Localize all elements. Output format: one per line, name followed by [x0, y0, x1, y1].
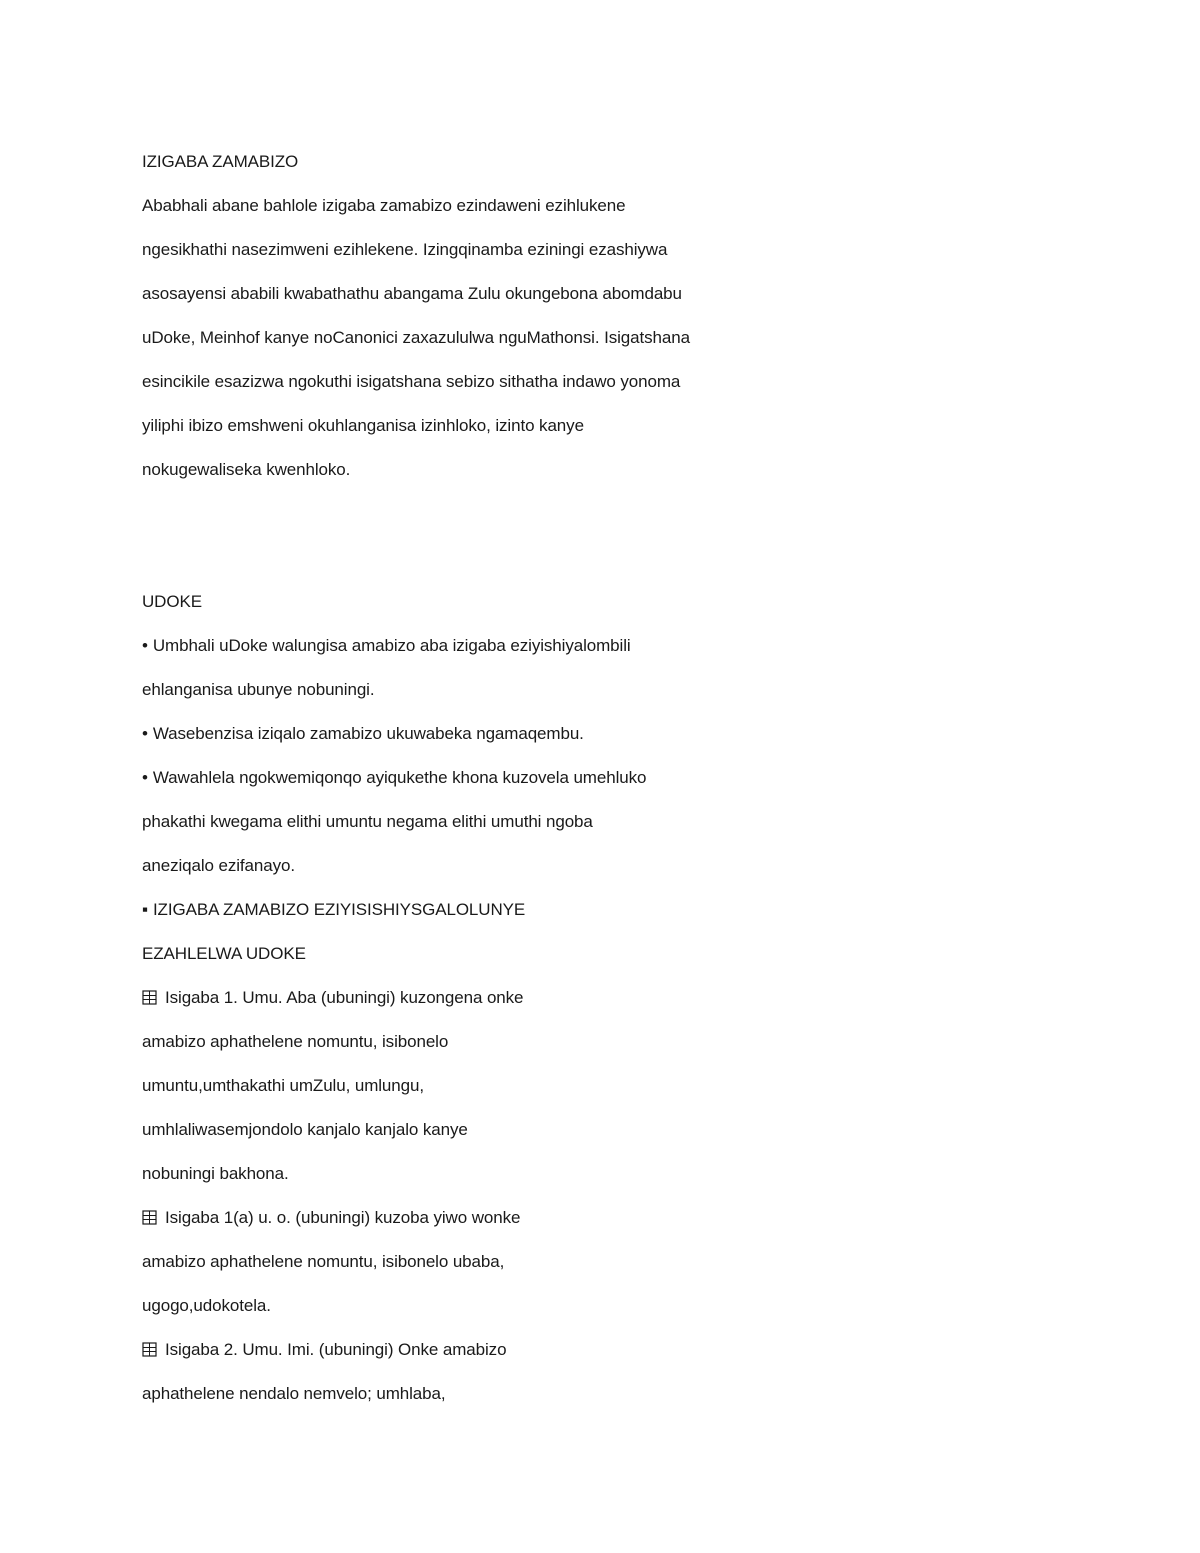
bullet-item-3-continuation-2: aneziqalo ezifanayo. — [142, 856, 296, 875]
class-item-1-text: Isigaba 1. Umu. Aba (ubuningi) kuzongena onke — [165, 988, 524, 1007]
bullet-item-2-text: Wasebenzisa iziqalo zamabizo ukuwabeka ngamaqembu. — [152, 724, 584, 743]
subheading-line-2: EZAHLELWA UDOKE — [142, 944, 306, 963]
bullet-mark: • — [142, 724, 148, 743]
paragraph-line-7: nokugewaliseka kwenhloko. — [142, 460, 351, 479]
class-item-2 — [142, 1196, 862, 1240]
section-title-izigaba: IZIGABA ZAMABIZO — [142, 152, 299, 171]
class-item-2-line-3: ugogo,udokotela. — [142, 1296, 271, 1315]
class-item-1-line-3: umuntu,umthakathi umZulu, umlungu, — [142, 1076, 424, 1095]
boxed-glyph-icon — [142, 990, 157, 1005]
class-item-3-line-2: aphathelene nendalo nemvelo; umhlaba, — [142, 1384, 446, 1403]
bullet-item-3 — [142, 756, 862, 800]
boxed-glyph-icon — [142, 1342, 157, 1357]
boxed-glyph-icon — [142, 1210, 157, 1225]
bullet-item-1-text: Umbhali uDoke walungisa amabizo aba izigaba eziyishiyalombili — [152, 636, 631, 655]
paragraph-line-5: esincikile esazizwa ngokuthi isigatshana sebizo sithatha indawo yonoma — [142, 372, 681, 391]
section-spacer — [142, 492, 862, 580]
bullet-item-1-continuation: ehlanganisa ubunye nobuningi. — [142, 680, 375, 699]
bullet-item-3-continuation-1: phakathi kwegama elithi umuntu negama elithi umuthi ngoba — [142, 812, 593, 831]
subheading-line-1 — [142, 888, 862, 932]
section-title-udoke: UDOKE — [142, 592, 202, 611]
bullet-item-1 — [142, 624, 862, 668]
bullet-item-3-text: Wawahlela ngokwemiqonqo ayiqukethe khona kuzovela umehluko — [152, 768, 647, 787]
subheading-text: IZIGABA ZAMABIZO EZIYISISHIYSGALOLUNYE — [152, 900, 526, 919]
class-item-1-line-2: amabizo aphathelene nomuntu, isibonelo — [142, 1032, 449, 1051]
bullet-item-2 — [142, 712, 862, 756]
class-item-1-line-4: umhlaliwasemjondolo kanjalo kanjalo kanye — [142, 1120, 468, 1139]
document-body — [142, 140, 862, 1416]
paragraph-line-6: yiliphi ibizo emshweni okuhlanganisa izinhloko, izinto kanye — [142, 416, 584, 435]
class-item-3-text: Isigaba 2. Umu. Imi. (ubuningi) Onke amabizo — [165, 1340, 507, 1359]
bullet-mark: • — [142, 636, 148, 655]
paragraph-line-4: uDoke, Meinhof kanye noCanonici zaxazululwa nguMathonsi. Isigatshana — [142, 328, 690, 347]
class-item-1 — [142, 976, 862, 1020]
bullet-mark: • — [142, 768, 148, 787]
class-item-1-line-5: nobuningi bakhona. — [142, 1164, 289, 1183]
paragraph-line-2: ngesikhathi nasezimweni ezihlekene. Izingqinamba eziningi ezashiywa — [142, 240, 668, 259]
class-item-3 — [142, 1328, 862, 1372]
square-bullet-mark: ▪ — [142, 900, 148, 919]
class-item-2-line-2: amabizo aphathelene nomuntu, isibonelo ubaba, — [142, 1252, 505, 1271]
paragraph-line-1: Ababhali abane bahlole izigaba zamabizo ezindaweni ezihlukene — [142, 196, 626, 215]
class-item-2-text: Isigaba 1(a) u. o. (ubuningi) kuzoba yiwo wonke — [165, 1208, 521, 1227]
paragraph-line-3: asosayensi ababili kwabathathu abangama Zulu okungebona abomdabu — [142, 284, 682, 303]
